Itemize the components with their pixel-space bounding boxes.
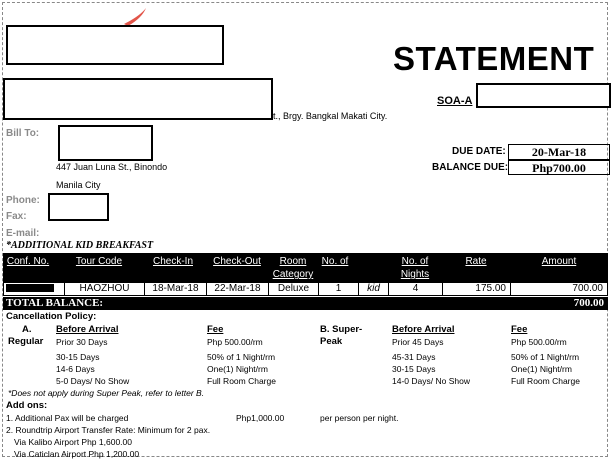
- table-row: [3, 282, 608, 296]
- regular-fee-4: Full Room Charge: [207, 376, 276, 386]
- additional-note: *ADDITIONAL KID BREAKFAST: [6, 240, 154, 251]
- col-room-category: Room Category: [272, 256, 314, 280]
- policy-a-label: A.: [22, 324, 32, 335]
- addons-line2: 2. Roundtrip Airport Transfer Rate: Minimum for 2 pax.: [6, 425, 211, 435]
- cell-room-category: Deluxe: [269, 283, 319, 295]
- peak-before-3: 30-15 Days: [392, 364, 436, 374]
- regular-fee-1: Php 500.00/rm: [207, 337, 263, 347]
- bill-to-address-line1: 447 Juan Luna St., Binondo: [56, 162, 168, 172]
- fax-label: Fax:: [6, 211, 27, 222]
- cell-check-out: 22-Mar-18: [207, 283, 269, 295]
- peak-fee-3: One(1) Night/rm: [511, 364, 572, 374]
- cell-rate: 175.00: [443, 283, 511, 295]
- regular-fee-3: One(1) Night/rm: [207, 364, 268, 374]
- table-header: [3, 253, 608, 282]
- phone-label: Phone:: [6, 195, 40, 206]
- col-amount: Amount: [541, 256, 577, 267]
- peak-fee-2: 50% of 1 Night/rm: [511, 352, 580, 362]
- bill-to-address-line2: Manila City: [56, 180, 101, 190]
- company-logo-redacted: [6, 25, 224, 65]
- soa-number-redacted: [476, 83, 611, 108]
- addons-line1-unit: per person per night.: [320, 413, 399, 423]
- total-balance-label: TOTAL BALANCE:: [6, 297, 104, 309]
- regular-before-4: 5-0 Days/ No Show: [56, 376, 130, 386]
- cell-amount: 700.00: [511, 283, 608, 295]
- addons-line1-amount: Php1,000.00: [236, 413, 285, 423]
- peak-fee-header: Fee: [511, 324, 528, 335]
- company-address: t., Brgy. Bangkal Makati City.: [273, 111, 388, 121]
- addons-line1: 1. Additional Pax will be charged: [6, 413, 129, 423]
- regular-before-3: 14-6 Days: [56, 364, 95, 374]
- due-date-label: DUE DATE:: [452, 146, 506, 157]
- bill-to-label: Bill To:: [6, 128, 40, 139]
- cell-no-of: 1: [319, 283, 359, 295]
- col-check-in: Check-In: [152, 256, 193, 267]
- regular-before-header: Before Arrival: [56, 324, 119, 335]
- peak-before-4: 14-0 Days/ No Show: [392, 376, 470, 386]
- balance-due-label: BALANCE DUE:: [432, 162, 509, 173]
- col-conf-no: Conf. No.: [6, 256, 50, 267]
- peak-before-2: 45-31 Days: [392, 352, 436, 362]
- peak-fee-4: Full Room Charge: [511, 376, 580, 386]
- regular-before-2: 30-15 Days: [56, 352, 100, 362]
- cell-check-in: 18-Mar-18: [145, 283, 207, 295]
- col-tour-code: Tour Code: [75, 256, 123, 267]
- cell-nights: 4: [389, 283, 443, 295]
- regular-before-1: Prior 30 Days: [56, 337, 108, 347]
- peak-before-1: Prior 45 Days: [392, 337, 444, 347]
- document-title: STATEMENT: [393, 40, 595, 77]
- policy-a-name: Regular: [8, 336, 44, 347]
- balance-due-value: Php700.00: [508, 160, 610, 175]
- total-balance-bar: [3, 297, 608, 310]
- soa-number-label: SOA-A: [437, 95, 473, 107]
- col-no-of: No. of: [321, 256, 349, 267]
- peak-fee-1: Php 500.00/rm: [511, 337, 567, 347]
- addons-line4: Via Caticlan Airport Php 1,200.00: [14, 449, 140, 459]
- regular-fee-2: 50% of 1 Night/rm: [207, 352, 276, 362]
- col-no-of-nights: No. of Nights: [400, 256, 430, 280]
- email-label: E-mail:: [6, 228, 40, 239]
- company-name-redacted: [3, 78, 273, 120]
- policy-footnote: *Does not apply during Super Peak, refer to letter B.: [8, 388, 205, 398]
- policy-title: Cancellation Policy:: [6, 311, 97, 322]
- regular-fee-header: Fee: [207, 324, 224, 335]
- policy-b-label: B. Super-: [320, 324, 363, 335]
- cell-tour-code: HAOZHOU: [65, 283, 145, 295]
- phone-redacted: [48, 193, 109, 221]
- cell-pax-type: kid: [359, 283, 389, 295]
- due-date-value: 20-Mar-18: [508, 144, 610, 160]
- addons-line3: Via Kalibo Airport Php 1,600.00: [14, 437, 132, 447]
- total-balance-value: 700.00: [573, 297, 604, 309]
- addons-title: Add ons:: [6, 400, 48, 411]
- peak-before-header: Before Arrival: [392, 324, 455, 335]
- col-check-out: Check-Out: [213, 256, 261, 267]
- cell-conf-no: [3, 283, 65, 295]
- policy-b-name: Peak: [320, 336, 343, 347]
- col-rate: Rate: [465, 256, 487, 267]
- client-name-redacted: [58, 125, 153, 161]
